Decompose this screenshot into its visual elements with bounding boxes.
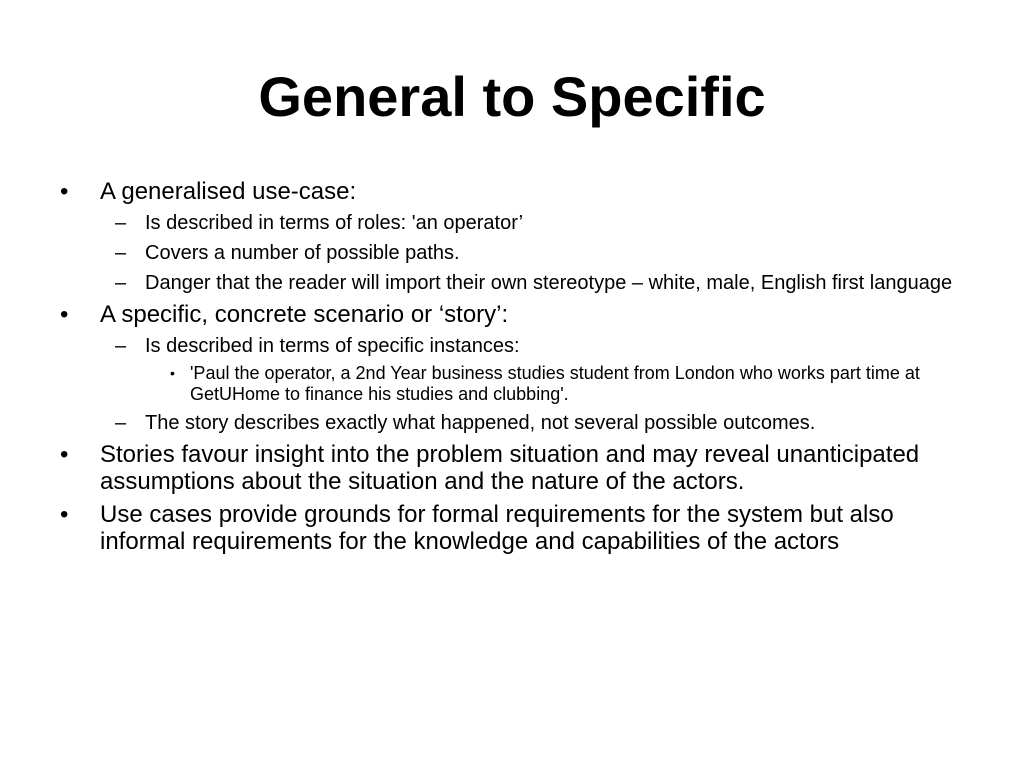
sub-bullet-text: The story describes exactly what happened, not several possible outcomes.	[145, 412, 816, 434]
sub-bullet-item	[60, 242, 960, 265]
bullet-item	[60, 501, 960, 555]
sub-sub-bullet-text: 'Paul the operator, a 2nd Year business studies student from London who works part time at GetUHome to finance his studies and clubbing'.	[190, 363, 920, 404]
bullet-marker: •	[60, 301, 69, 328]
bullet-marker: •	[60, 501, 69, 528]
sub-sub-bullet-item	[60, 363, 960, 405]
bullet-marker: •	[60, 441, 69, 468]
dash-marker: –	[115, 335, 127, 357]
dash-marker: –	[115, 412, 127, 434]
bullet-item	[60, 178, 960, 205]
sub-bullet-item	[60, 212, 960, 235]
bullet-marker: •	[60, 178, 69, 205]
bullet-marker: •	[170, 365, 175, 381]
bullet-text: Stories favour insight into the problem situation and may reveal unanticipated assumptions about the situation and the nature of the actors.	[100, 441, 920, 495]
bullet-item	[60, 441, 960, 495]
slide-title: General to Specific	[258, 65, 766, 128]
sub-bullet-text: Is described in terms of specific instances:	[145, 335, 520, 357]
sub-bullet-item	[60, 335, 960, 358]
sub-bullet-text: Danger that the reader will import their own stereotype – white, male, English first language	[145, 272, 953, 294]
sub-bullet-item	[60, 272, 960, 295]
bullet-text: Use cases provide grounds for formal requirements for the system but also informal requirements for the knowledge and capabilities of the actors	[100, 501, 894, 555]
dash-marker: –	[115, 272, 127, 294]
slide-body	[60, 178, 960, 555]
bullet-text: A specific, concrete scenario or ‘story’:	[100, 301, 509, 328]
dash-marker: –	[115, 242, 127, 264]
sub-bullet-item	[60, 412, 960, 435]
bullet-text: A generalised use-case:	[100, 178, 357, 205]
bullet-item	[60, 301, 960, 328]
sub-bullet-text: Is described in terms of roles: 'an operator’	[145, 212, 524, 234]
sub-bullet-text: Covers a number of possible paths.	[145, 242, 460, 264]
dash-marker: –	[115, 212, 127, 234]
